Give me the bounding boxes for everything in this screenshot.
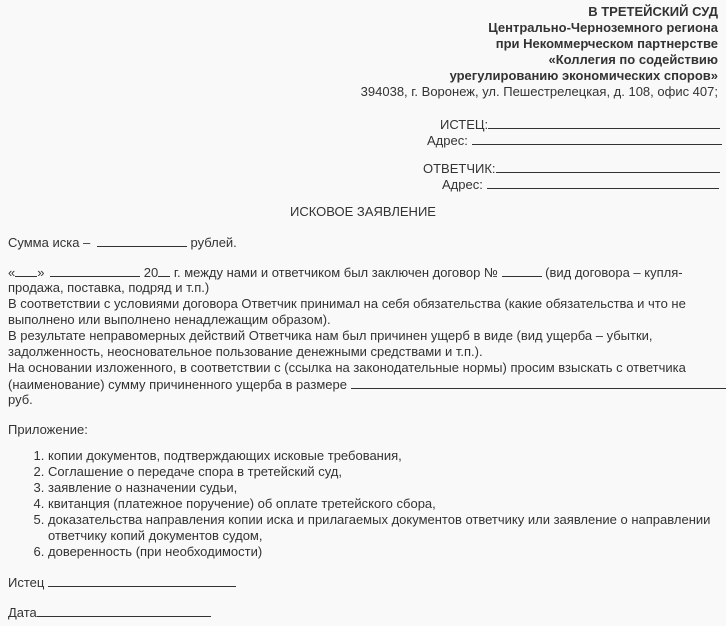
contract-type-text: (вид договора – купля- (545, 265, 683, 280)
court-address: 394038, г. Воронеж, ул. Пешестрелецкая, д. 108, офис 407; (360, 84, 718, 99)
document-title: ИСКОВОЕ ЗАЯВЛЕНИЕ (290, 204, 436, 219)
claim-sum-blank (97, 234, 187, 247)
defendant-blank (496, 160, 720, 173)
month-blank (50, 264, 140, 277)
defendant-label: ОТВЕТЧИК: (423, 161, 496, 176)
court-name-line1: В ТРЕТЕЙСКИЙ СУД (588, 4, 718, 19)
appendix-item: 4. квитанция (платежное поручение) об оплате третейского сбора, (48, 496, 718, 512)
appendix-label: Приложение: (8, 422, 88, 437)
date-row (8, 604, 211, 621)
year-blank (158, 264, 170, 277)
defendant-address-row (442, 176, 719, 193)
court-header (361, 4, 718, 100)
appendix-item: 3. заявление о назначении судьи, (48, 480, 718, 496)
court-name-line2: Центрально-Черноземного региона (488, 20, 718, 35)
contract-line-2: продажа, поставка, подряд и т.п.) (8, 280, 210, 295)
damage-line-1: В результате неправомерных действий Ответчика нам был причинен ущерб в виде (вид ущерба – убытки, (8, 328, 653, 343)
plaintiff-address-row (427, 132, 722, 149)
contract-line-1 (8, 264, 683, 281)
quote-open: « (8, 265, 16, 280)
plaintiff-address-label: Адрес: (427, 133, 468, 148)
appendix-list (8, 448, 718, 560)
year-prefix: 20 (143, 265, 159, 280)
plaintiff-signature-label: Истец (8, 575, 45, 590)
defendant-address-label: Адрес: (442, 177, 483, 192)
date-blank (37, 604, 211, 617)
contract-text: г. между нами и ответчиком был заключен договор № (173, 265, 498, 280)
request-line-2 (8, 376, 726, 393)
defendant-row (423, 160, 720, 177)
plaintiff-label: ИСТЕЦ: (440, 117, 489, 132)
day-blank (15, 264, 37, 277)
plaintiff-signature-blank (48, 574, 236, 587)
damage-line-2: задолженность, неосновательное пользование денежными средствами и т.п.). (8, 344, 483, 359)
plaintiff-address-blank (472, 132, 722, 145)
appendix-item: 2. Соглашение о передаче спора в третейский суд, (48, 464, 718, 480)
claim-sum-prefix: Сумма иска – (8, 235, 91, 250)
claim-sum-row (8, 234, 237, 251)
plaintiff-row (440, 116, 720, 133)
appendix-item: 6. доверенность (при необходимости) (48, 544, 718, 560)
court-name-line5: урегулированию экономических споров» (449, 68, 718, 83)
claim-sum-suffix: рублей. (190, 235, 237, 250)
damage-amount-blank (351, 376, 726, 389)
appendix-item: 5. доказательства направления копии иска и прилагаемых документов ответчику или заявление о направлении ответчику копий документов судом, (48, 512, 718, 544)
quote-close: » (37, 265, 45, 280)
court-name-line3: при Некоммерческом партнерстве (495, 36, 718, 51)
appendix-item: 1. копии документов, подтверждающих исковые требования, (48, 448, 718, 464)
plaintiff-blank (488, 116, 720, 129)
date-label: Дата (8, 605, 37, 620)
request-text: (наименование) сумму причиненного ущерба в размере (8, 377, 347, 392)
defendant-address-blank (487, 176, 719, 189)
request-line-1: На основании изложенного, в соответствии с (ссылка на законодательные нормы) просим взыскать с ответчика (8, 360, 686, 375)
obligations-line-1: В соответствии с условиями договора Ответчик принимал на себя обязательства (какие обязательства и что не (8, 296, 686, 311)
obligations-line-2: выполнено или выполнено ненадлежащим образом). (8, 312, 331, 327)
plaintiff-signature-row (8, 574, 236, 591)
request-line-3: руб. (8, 392, 33, 407)
court-name-line4: «Коллегия по содействию (548, 52, 718, 67)
contract-number-blank (502, 264, 542, 277)
